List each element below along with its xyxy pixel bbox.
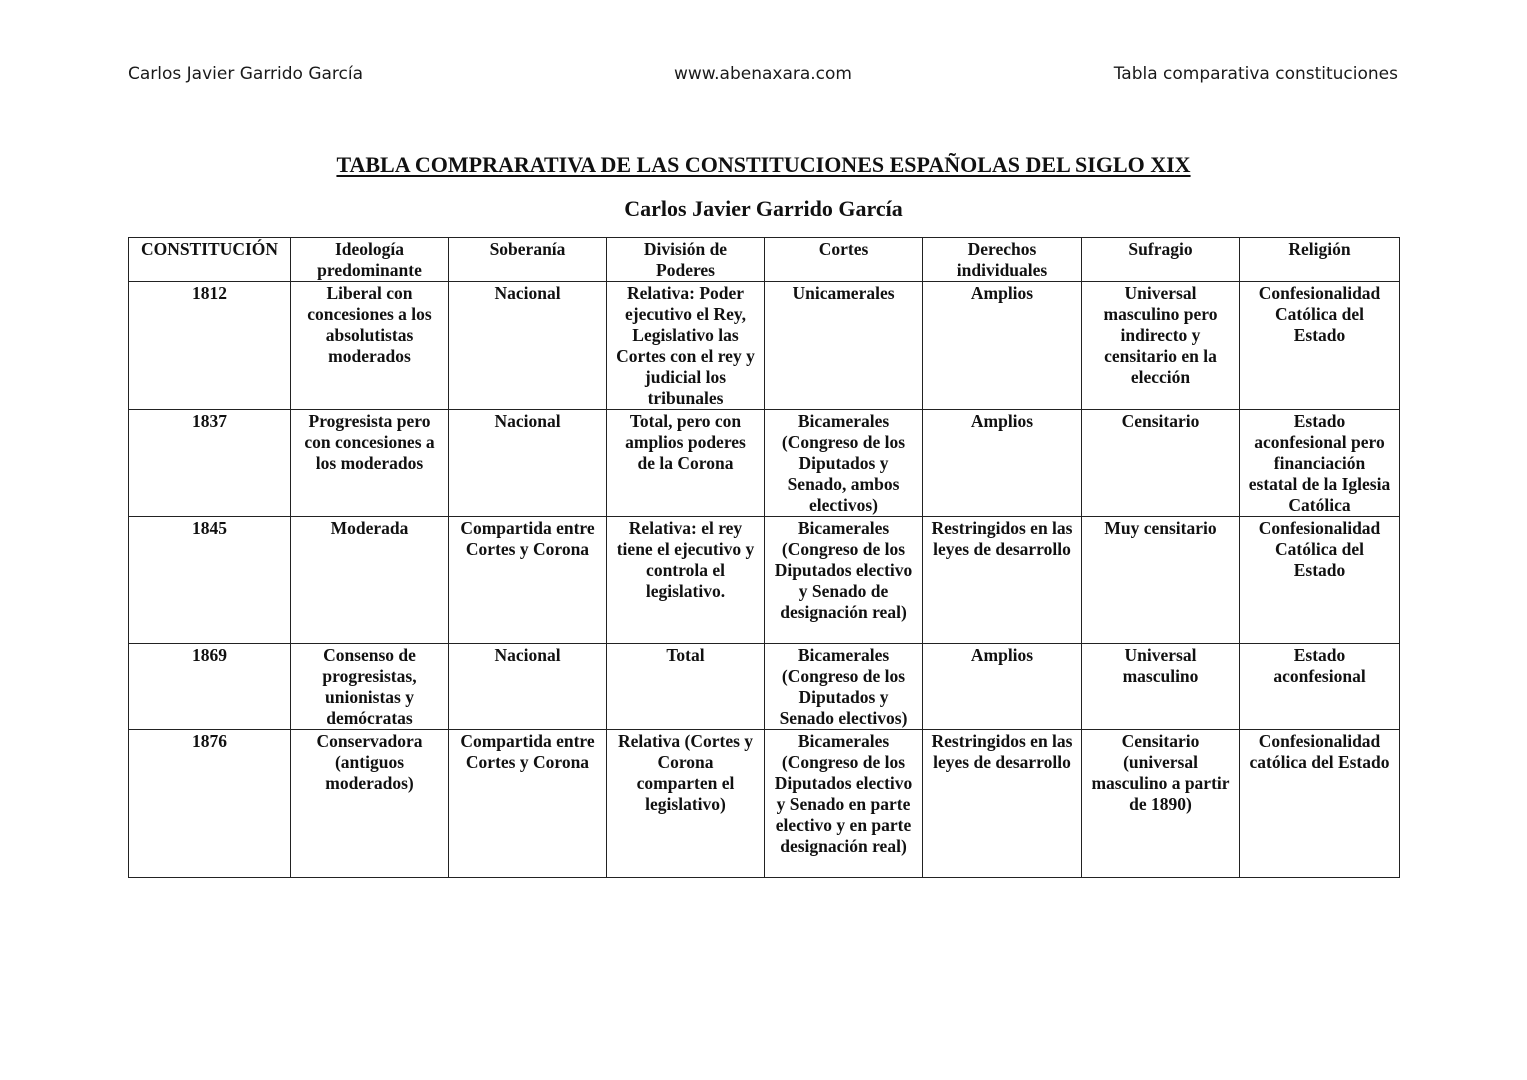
table-cell: Compartida entre Cortes y Corona xyxy=(449,517,607,644)
table-cell: Muy censitario xyxy=(1082,517,1240,644)
table-cell: Estado aconfesional pero financiación estatal de la Iglesia Católica xyxy=(1240,410,1400,517)
table-cell: Relativa: Poder ejecutivo el Rey, Legislativo las Cortes con el rey y judicial los tribunales xyxy=(607,282,765,410)
table-cell: 1812 xyxy=(129,282,291,410)
table-cell: Liberal con concesiones a los absolutistas moderados xyxy=(291,282,449,410)
table-cell: 1876 xyxy=(129,730,291,878)
table-cell: Bicamerales (Congreso de los Diputados y Senado, ambos electivos) xyxy=(765,410,923,517)
table-cell: Universal masculino xyxy=(1082,644,1240,730)
table-cell: Bicamerales (Congreso de los Diputados electivo y Senado en parte electivo y en parte designación real) xyxy=(765,730,923,878)
column-header: Soberanía xyxy=(449,238,607,282)
table-cell: Restringidos en las leyes de desarrollo xyxy=(923,517,1082,644)
header-author: Carlos Javier Garrido García xyxy=(128,64,364,84)
column-header: Derechos individuales xyxy=(923,238,1082,282)
table-cell: Amplios xyxy=(923,282,1082,410)
table-cell: Progresista pero con concesiones a los moderados xyxy=(291,410,449,517)
document-title: TABLA COMPRARATIVA DE LAS CONSTITUCIONES ESPAÑOLAS DEL SIGLO XIX xyxy=(336,152,1191,177)
table-cell: Amplios xyxy=(923,644,1082,730)
header-doc-label: Tabla comparativa constituciones xyxy=(1113,64,1398,84)
table-cell: Nacional xyxy=(449,410,607,517)
table-cell: Amplios xyxy=(923,410,1082,517)
table-cell: Nacional xyxy=(449,644,607,730)
table-cell: 1845 xyxy=(129,517,291,644)
table-cell: Compartida entre Cortes y Corona xyxy=(449,730,607,878)
header-website: www.abenaxara.com xyxy=(673,64,852,84)
table-cell: Confesionalidad Católica del Estado xyxy=(1240,517,1400,644)
document-author: Carlos Javier Garrido García xyxy=(624,196,903,221)
table-cell: Total xyxy=(607,644,765,730)
table-cell: Consenso de progresistas, unionistas y demócratas xyxy=(291,644,449,730)
column-header: CONSTITUCIÓN xyxy=(129,238,291,282)
table-cell: Nacional xyxy=(449,282,607,410)
table-cell: Unicamerales xyxy=(765,282,923,410)
column-header: Ideología predominante xyxy=(291,238,449,282)
table-cell: Censitario (universal masculino a partir de 1890) xyxy=(1082,730,1240,878)
table-cell: Restringidos en las leyes de desarrollo xyxy=(923,730,1082,878)
column-header: Cortes xyxy=(765,238,923,282)
table-cell: Total, pero con amplios poderes de la Corona xyxy=(607,410,765,517)
table-cell: Moderada xyxy=(291,517,449,644)
table-row xyxy=(129,517,1400,644)
table-header-row xyxy=(129,238,1400,282)
table-cell: Relativa: el rey tiene el ejecutivo y controla el legislativo. xyxy=(607,517,765,644)
column-header: Religión xyxy=(1240,238,1400,282)
table-cell: Censitario xyxy=(1082,410,1240,517)
column-header: Sufragio xyxy=(1082,238,1240,282)
table-row xyxy=(129,644,1400,730)
comparison-table xyxy=(128,237,1400,878)
column-header: División de Poderes xyxy=(607,238,765,282)
table-cell: Conservadora (antiguos moderados) xyxy=(291,730,449,878)
table-cell: 1869 xyxy=(129,644,291,730)
table-cell: Universal masculino pero indirecto y censitario en la elección xyxy=(1082,282,1240,410)
table-row xyxy=(129,282,1400,410)
table-cell: Relativa (Cortes y Corona comparten el legislativo) xyxy=(607,730,765,878)
table-row xyxy=(129,410,1400,517)
table-cell: Estado aconfesional xyxy=(1240,644,1400,730)
table-row xyxy=(129,730,1400,878)
table-cell: Confesionalidad Católica del Estado xyxy=(1240,282,1400,410)
table-cell: 1837 xyxy=(129,410,291,517)
table-cell: Bicamerales (Congreso de los Diputados y Senado electivos) xyxy=(765,644,923,730)
table-cell: Confesionalidad católica del Estado xyxy=(1240,730,1400,878)
page-header xyxy=(128,64,1398,90)
table-cell: Bicamerales (Congreso de los Diputados electivo y Senado de designación real) xyxy=(765,517,923,644)
